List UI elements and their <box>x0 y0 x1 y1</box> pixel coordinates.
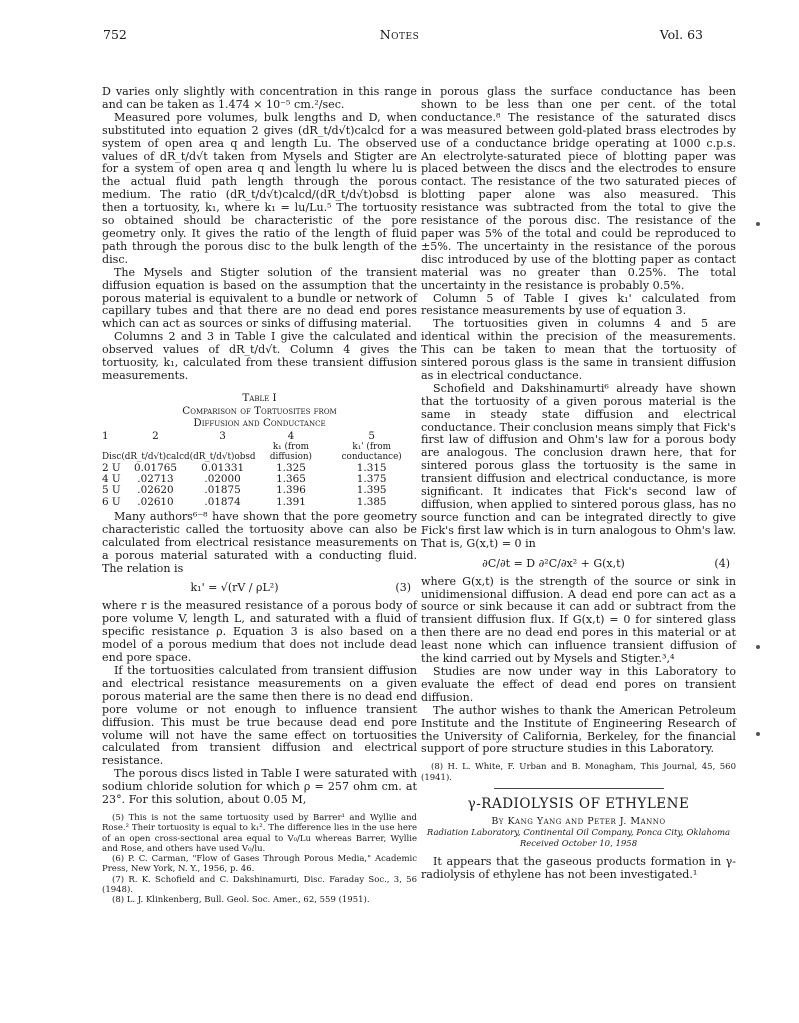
column-header: (dR_t/d√t)calcd <box>121 452 190 463</box>
paragraph: The porous discs listed in Table I were saturated with sodium chloride solution for which ρ = 257 ohm cm. at 23°. For this solution, about 0.05 M, <box>102 767 417 807</box>
paragraph: Column 5 of Table I gives k₁' calculated from resistance measurements by use of equation 3. <box>421 291 736 318</box>
table-header-row <box>102 442 417 463</box>
equation-number: (3) <box>395 581 411 595</box>
table-cell: 1.385 <box>356 495 387 508</box>
paragraph: Schofield and Dakshinamurti⁶ already have shown that the tortuosity of a given porous material is the same in steady state diffusion and electrical conductance. Their conclusion means simply that Fick's first law of diffusion and Ohm's law for a porous body are analogous. The conclusion drawn here, that for sintered porous glass the tortuosity is the same in transient diffusion and electrical conductance, is more significant. It indicates that Fick's second law of diffusion, when applied to sintered porous glass, has no source function and can be integrated directly to give Fick's first law which is in turn analogous to Ohm's law. That is, G(x,t) = 0 in <box>421 381 736 550</box>
table-cell: 5 U <box>102 484 121 497</box>
equation-body: k₁' = √(rV / ρL²) <box>190 581 279 595</box>
table-row <box>102 497 417 508</box>
footnote: (7) R. K. Schofield and C. Dakshinamurti, Disc. Faraday Soc., 3, 56 (1948). <box>102 874 417 896</box>
equation-number: (4) <box>714 556 730 570</box>
column-number: 4 <box>287 430 295 443</box>
table-cell: 1.395 <box>356 484 387 497</box>
paragraph: Many authors⁶⁻⁸ have shown that the pore geometry characteristic called the tortuosity above can also be calculated from electrical resistance measurements on a porous material saturated with a conducting fluid. The relation is <box>102 509 417 575</box>
column-header: k₁ (from diffusion) <box>269 441 312 463</box>
table-cell: 1.396 <box>276 484 306 497</box>
paragraph: The author wishes to thank the American Petroleum Institute and the Institute of Engineering Research of the University of California, Berkeley, for the financial support of pore structure studies in this Laboratory. <box>421 703 736 756</box>
paragraph: where G(x,t) is the strength of the source or sink in unidimensional diffusion. A dead end pore can act as a source or sink because it can add or subtract from the transient diffusion flux. If G(x,t) = 0 for sintered glass then there are no dead end pores in this material or at least none which can influence transient diffusion of the kind carried out by Mysels and Stigter.³,⁴ <box>421 574 736 666</box>
article-byline: By Kang Yang and Peter J. Manno <box>491 815 666 827</box>
running-head: Notes <box>379 27 420 42</box>
paragraph: The tortuosities given in columns 4 and 5 are identical within the precision of the measurements. This can be taken to mean that the tortuosity of sintered porous glass is the same in transient diffusion as in electrical conductance. <box>421 317 736 382</box>
table-cell: 0.01765 <box>134 461 177 474</box>
table-row <box>102 485 417 496</box>
table-cell: .02610 <box>137 495 174 508</box>
left-column <box>102 86 417 906</box>
column-header: (dR_t/d√t)obsd <box>189 452 256 463</box>
paragraph: Studies are now under way in this Laboratory to evaluate the effect of dead end pores on transient diffusion. <box>421 664 736 704</box>
volume-label: Vol. 63 <box>659 27 703 42</box>
margin-mark <box>756 222 760 226</box>
footnote: (5) This is not the same tortuosity used by Barrer¹ and Wyllie and Rose.² Their tortuosity is equal to k₁². The difference lies in the use here of an open cross-sectional area equal to V₀/Lu whereas Barrer, Wyllie and Rose, and others have used V₀/lu. <box>102 812 417 854</box>
table-title: Table I <box>242 391 277 404</box>
table-subtitle: Diffusion and Conductance <box>193 417 326 430</box>
column-header: k₁' (from conductance) <box>341 441 402 463</box>
table-cell: 1.325 <box>276 461 306 474</box>
table-cell: 2 U <box>102 461 121 474</box>
paragraph: in porous glass the surface conductance has been shown to be less than one per cent. of the total conductance.⁸ The resistance of the saturated discs was measured between gold-plated brass electrodes by use of a conductance bridge operating at 1000 c.p.s. An electrolyte-saturated piece of blotting paper was placed between the discs and the electrodes to ensure contact. The resistance of the two saturated pieces of blotting paper alone was also measured. This resistance was subtracted from the total to give the resistance of the porous disc. The resistance of the paper was 5% of the total and could be reproduced to ±5%. The uncertainty in the resistance of the porous disc introduced by use of the blotting paper as contact material was no greater than 0.25%. The total uncertainty in the resistance is probably 0.5%. <box>421 85 736 292</box>
table-cell: 1.375 <box>356 473 387 486</box>
article-affiliation: Radiation Laboratory, Continental Oil Company, Ponca City, Oklahoma <box>426 827 731 838</box>
table-cell: 1.391 <box>276 495 306 508</box>
paragraph: The Mysels and Stigter solution of the transient diffusion equation is based on the assumption that the porous material is equivalent to a bundle or network of capillary tubes and that there are no dead end pores which can act as sources or sinks of diffusing material. <box>102 265 417 331</box>
equation-3 <box>102 580 417 595</box>
paragraph: Columns 2 and 3 in Table I give the calculated and observed values of dR_t/d√t. Column 4 gives the tortuosity, k₁, calculated from these transient diffusion measurements. <box>102 330 417 382</box>
table-cell: 6 U <box>102 495 121 508</box>
margin-mark <box>756 732 760 736</box>
right-column <box>421 86 736 882</box>
column-number: 1 <box>102 430 109 443</box>
table-cell: .02620 <box>137 484 174 497</box>
column-number: 5 <box>368 430 375 443</box>
table-subtitle: Comparison of Tortuosites from <box>182 404 337 417</box>
tortuosity-table <box>102 431 417 508</box>
footnote: (8) L. J. Klinkenberg, Bull. Geol. Soc. Amer., 62, 559 (1951). <box>112 895 370 906</box>
article-title: γ-RADIOLYSIS OF ETHYLENE <box>467 795 690 812</box>
table-cell: .01874 <box>204 495 241 508</box>
paragraph: where r is the measured resistance of a porous body of pore volume V, length L, and saturated with a fluid of specific resistance ρ. Equation 3 is also based on a model of a porous medium that does not include dead end pore space. <box>102 599 417 665</box>
table-cell: .02000 <box>204 473 241 486</box>
table-cell: 1.315 <box>356 461 387 474</box>
paragraph: D varies only slightly with concentration in this range and can be taken as 1.474 × 10⁻⁵ cm.²/sec. <box>102 85 417 111</box>
divider <box>494 788 664 789</box>
equation-body: ∂C/∂t = D ∂²C/∂x² + G(x,t) <box>482 556 625 570</box>
paragraph: Measured pore volumes, bulk lengths and D, when substituted into equation 2 gives (dR_t/d√t)calcd for a system of open area q and length Lu. The observed values of dR_t/d√t taken from Mysels and Stigter are for a system of open area q and length lu where lu is the actual fluid path length through the porous medium. The ratio (dR_t/d√t)calcd/(dR_t/d√t)obsd is then a tortuosity, k₁, where k₁ = lu/Lu.⁵ The tortuosity so obtained should be characteristic of the pore geometry only. It gives the ratio of the length of fluid path through the porous disc to the bulk length of the disc. <box>102 110 417 266</box>
footnote: (6) P. C. Carman, "Flow of Gases Through Porous Media," Academic Press, New York, N. Y., 1956, p. 46. <box>102 854 417 875</box>
footnote: (8) H. L. White, F. Urban and B. Monagham, This Journal, 45, 560 (1941). <box>421 762 736 783</box>
paragraph: If the tortuosities calculated from transient diffusion and electrical resistance measurements on a given porous material are the same then there is no dead end pore volume or not enough to influence transient diffusion. This must be true because dead end pore volume will not have the same effect on tortuosities calculated from transient diffusion and electrical resistance. <box>102 663 417 768</box>
paragraph: It appears that the gaseous products formation in γ-radiolysis of ethylene has not been investigated.¹ <box>421 854 736 881</box>
footnotes <box>421 762 736 783</box>
footnotes <box>102 813 417 906</box>
table-cell: 4 U <box>102 473 121 486</box>
column-header: Disc <box>102 452 122 463</box>
table-column-numbers <box>102 431 417 442</box>
column-number: 2 <box>152 430 159 443</box>
column-number: 3 <box>219 430 226 443</box>
received-date: Received October 10, 1958 <box>519 838 638 849</box>
page-number: 752 <box>103 27 127 42</box>
equation-4 <box>421 556 736 571</box>
table-cell: 0.01331 <box>201 461 245 474</box>
table-cell: 1.365 <box>276 473 306 486</box>
margin-mark <box>756 645 760 649</box>
table-cell: .02713 <box>137 473 174 486</box>
table-cell: .01875 <box>204 484 241 497</box>
